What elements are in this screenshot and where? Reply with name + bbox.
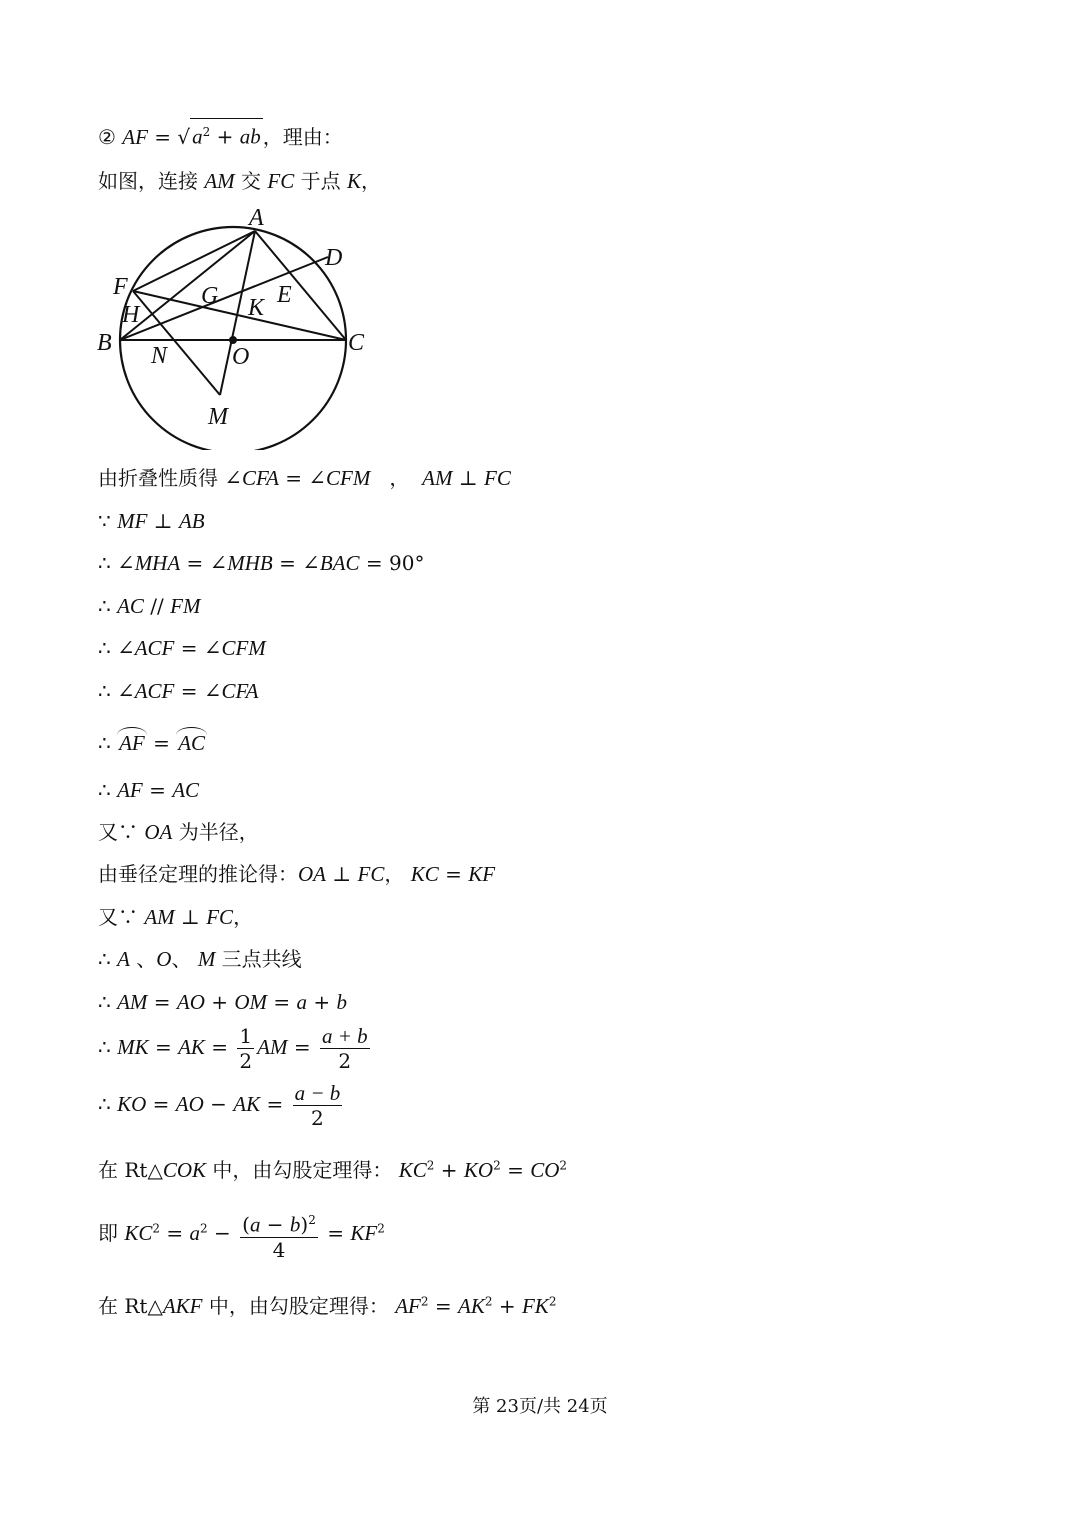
line-10: ∴ AF = AC: [98, 778, 200, 802]
line-12: 由垂径定理的推论得：OA ⊥ FC， KC = KF: [98, 862, 496, 886]
line-16: ∴ MK = AK = $\frac{1}{2}$ AM = $\frac{a + b}{2}$: [98, 1024, 368, 1073]
line-6: ∴ AC // FM: [98, 594, 201, 618]
line-17: ∴ KO = AO − AK = $\frac{a - b}{2}$: [98, 1081, 341, 1130]
line-20: 在 Rt△AKF 中，由勾股定理得： $AF^2 = AK^2 + FK^2$: [98, 1293, 557, 1318]
line-3: 由折叠性质得 ∠CFA = ∠CFM ， AM ⊥ FC: [98, 466, 511, 490]
line-13: 又∵ AM ⊥ FC，: [98, 905, 254, 929]
line-15: ∴ AM = AO + OM = a + b: [98, 990, 348, 1014]
page-footer: 第 23页/共 24页: [472, 1396, 608, 1417]
line-8: ∴ ∠ACF = ∠CFA: [98, 679, 259, 703]
label-H: H: [122, 302, 140, 328]
label-E: E: [277, 282, 292, 308]
label-B: B: [97, 330, 112, 356]
line-1: ② AF = $√a^2$ + ab ，理由：: [98, 118, 343, 150]
line-18: 在 Rt△COK 中，由勾股定理得： $KC^2 + KO^2 = CO^2$: [98, 1157, 568, 1182]
label-A: A: [249, 205, 264, 231]
line-2: 如图，连接 AM 交 FC 于点 K，: [98, 169, 381, 193]
label-F: F: [113, 274, 128, 300]
label-D: D: [325, 245, 343, 271]
line-14: ∴ A 、O、 M 三点共线: [98, 947, 302, 971]
label-N: N: [151, 343, 168, 369]
line-19: 即 $KC^2 = a^2$ − $\frac{(a - b)^2}{4}$ = $KF^2$: [98, 1208, 385, 1262]
line-9: ∴ AF = AC: [98, 727, 207, 756]
label-C: C: [348, 330, 365, 356]
line-5: ∴ ∠MHA = ∠MHB = ∠BAC = 90°: [98, 551, 425, 575]
label-G: G: [201, 283, 219, 309]
geometry-figure: [95, 200, 385, 450]
label-M: M: [208, 404, 228, 430]
line-7: ∴ ∠ACF = ∠CFM: [98, 636, 266, 660]
line-11: 又∵ OA 为半径，: [98, 820, 259, 844]
label-K: K: [248, 295, 265, 321]
line-4: ∵ MF ⊥ AB: [98, 509, 205, 533]
label-O: O: [232, 344, 250, 370]
